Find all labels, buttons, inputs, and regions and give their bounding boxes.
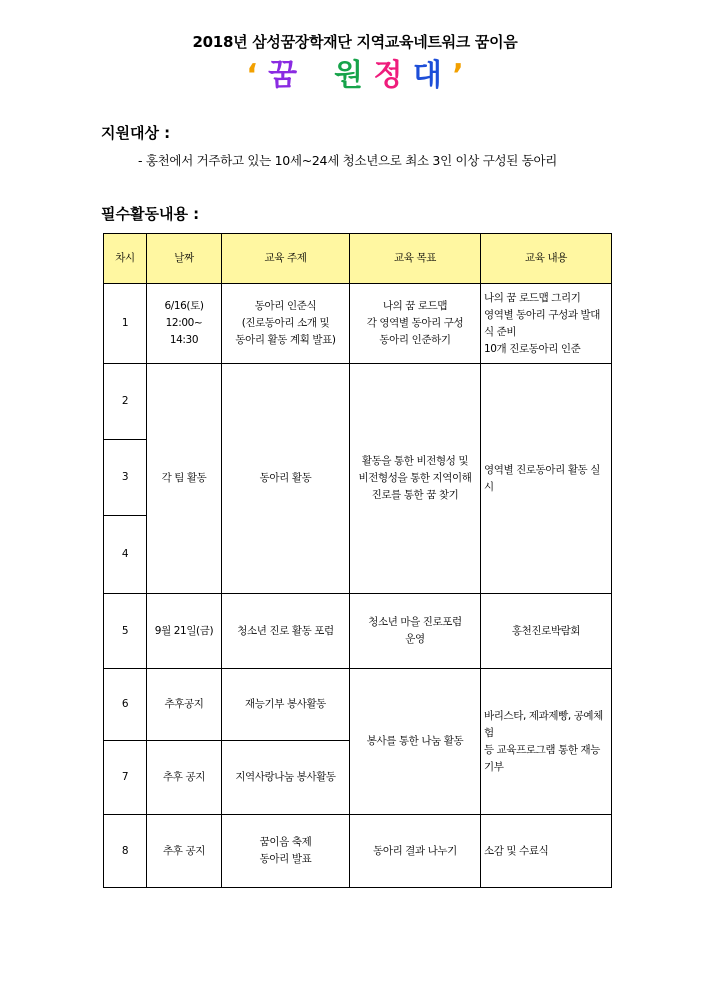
target-heading: 지원대상 : [101, 124, 171, 142]
program-brand-title [0, 56, 710, 96]
brand-char-3: 정 [373, 58, 403, 93]
content-line: 10개 진로동아리 인준 [484, 342, 581, 355]
column-header-goal: 교육 목표 [350, 234, 481, 284]
date-line: 9월 21일(금) [154, 624, 214, 637]
brand-char-1: 꿈 [268, 58, 298, 93]
goal-cell [350, 594, 481, 669]
date-cell [147, 815, 222, 888]
content-cell [481, 669, 612, 815]
date-line: 12:00~ [165, 317, 203, 329]
session-cell: 3 [104, 440, 147, 516]
column-header-session: 차시 [104, 234, 147, 284]
goal-line: 봉사를 통한 나눔 활동 [366, 735, 464, 747]
topic-line: 꿈이음 축제 [259, 836, 312, 848]
topic-line: 동아리 활동 계획 발표) [235, 334, 336, 346]
topic-line: 동아리 인준식 [254, 300, 317, 312]
session-cell: 8 [104, 815, 147, 888]
brand-close-quote: ’ [452, 58, 464, 93]
date-cell [147, 364, 222, 594]
brand-open-quote: ‘ [246, 58, 258, 93]
date-cell [147, 284, 222, 364]
goal-line: 나의 꿈 로드맵 [382, 300, 448, 312]
date-line: 추후 공지 [163, 771, 205, 783]
goal-cell [350, 364, 481, 594]
brand-char-2: 원 [334, 58, 363, 93]
activities-table [103, 233, 612, 888]
content-line: 나의 꿈 로드맵 그리기 [484, 291, 581, 304]
topic-cell [222, 669, 350, 741]
date-line: 6/16(토) [164, 300, 204, 312]
topic-cell [222, 815, 350, 888]
goal-cell [350, 669, 481, 815]
goal-line: 진로를 통한 꿈 찾기 [371, 489, 459, 501]
date-line: 추후 공지 [163, 844, 205, 857]
content-cell [481, 364, 612, 594]
content-line: 소감 및 수료식 [484, 844, 549, 857]
topic-cell [222, 741, 350, 815]
table-row [104, 669, 612, 741]
content-cell [481, 284, 612, 364]
topic-line: 동아리 발표 [259, 853, 312, 865]
topic-line: 청소년 진로 활동 포럼 [237, 624, 334, 637]
goal-cell [350, 284, 481, 364]
session-cell: 7 [104, 741, 147, 815]
goal-line: 각 영역별 동아리 구성 [366, 317, 464, 329]
goal-line: 활동을 통한 비전형성 및 [361, 455, 469, 467]
column-header-content: 교육 내용 [481, 234, 612, 284]
content-line: 등 교육프로그램 통한 재능기부 [484, 743, 600, 773]
goal-line: 운영 [405, 633, 425, 645]
goal-line: 동아리 인준하기 [379, 334, 451, 346]
date-line: 각 팀 활동 [161, 472, 207, 484]
topic-cell [222, 364, 350, 594]
table-row [104, 284, 612, 364]
goal-line: 비전형성을 통한 지역이해 [358, 472, 472, 484]
document-title: 2018년 삼성꿈장학재단 지역교육네트워크 꿈이음 [192, 33, 518, 51]
column-header-topic: 교육 주제 [222, 234, 350, 284]
goal-line: 동아리 결과 나누기 [373, 844, 457, 857]
goal-cell [350, 815, 481, 888]
goal-line: 청소년 마을 진로포럼 [368, 616, 462, 628]
topic-cell [222, 284, 350, 364]
content-line: 바리스타, 제과제빵, 공예체험 [484, 709, 603, 739]
table-row [104, 815, 612, 888]
column-header-date: 날짜 [147, 234, 222, 284]
session-cell: 1 [104, 284, 147, 364]
date-cell [147, 741, 222, 815]
table-row [104, 364, 612, 440]
session-cell: 2 [104, 364, 147, 440]
content-line: 영역별 진로동아리 활동 실시 [484, 463, 600, 493]
content-cell [481, 594, 612, 669]
table-header-row [104, 234, 612, 284]
date-cell [147, 669, 222, 741]
date-line: 추후공지 [164, 698, 204, 710]
topic-line: 재능기부 봉사활동 [245, 698, 326, 710]
topic-cell [222, 594, 350, 669]
activities-heading: 필수활동내용 : [101, 205, 200, 223]
session-cell: 6 [104, 669, 147, 741]
target-description: - 홍천에서 거주하고 있는 10세~24세 청소년으로 최소 3인 이상 구성된 동아리 [138, 153, 558, 168]
content-line: 홍천진로박람회 [511, 624, 581, 637]
date-cell [147, 594, 222, 669]
table-row [104, 594, 612, 669]
topic-line: (진로동아리 소개 및 [241, 317, 330, 329]
topic-line: 지역사랑나눔 봉사활동 [235, 771, 336, 783]
session-cell: 4 [104, 516, 147, 594]
topic-line: 동아리 활동 [259, 472, 312, 484]
session-cell: 5 [104, 594, 147, 669]
content-line: 영역별 동아리 구성과 발대식 준비 [484, 308, 600, 338]
content-cell [481, 815, 612, 888]
date-line: 14:30 [169, 334, 199, 346]
brand-char-4: 대 [412, 58, 442, 93]
